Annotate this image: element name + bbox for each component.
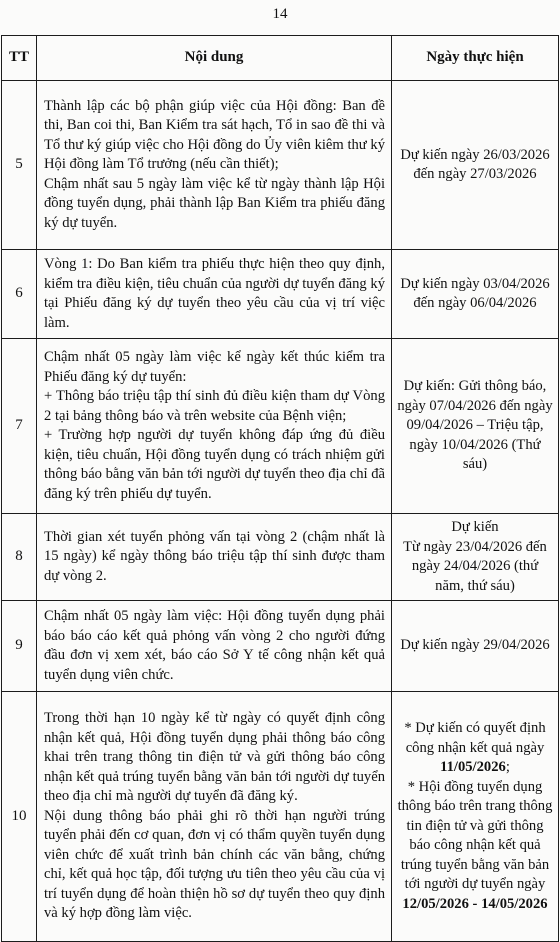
row-date (392, 250, 559, 339)
row-content (37, 250, 392, 339)
table-row (2, 81, 559, 250)
date-note-text: * Dự kiến có quyết định công nhận kết quả ngày (404, 720, 546, 756)
table-row (2, 250, 559, 339)
row-date (392, 339, 559, 514)
date-note-tail: ; (505, 759, 510, 775)
row-number: 7 (2, 339, 37, 514)
row-number: 6 (2, 250, 37, 339)
row-date (392, 81, 559, 250)
row-number: 5 (2, 81, 37, 250)
date-note-announcement (396, 778, 554, 915)
row-date (392, 514, 559, 601)
date-text: Dự kiến ngày 03/04/2026 đến ngày 06/04/2026 (400, 275, 550, 311)
row-content (37, 692, 392, 942)
row-content (37, 514, 392, 601)
page-number: 14 (272, 6, 288, 22)
row-content (37, 601, 392, 692)
row-date (392, 692, 559, 942)
header-content: Nội dung (37, 36, 392, 81)
row-content (37, 339, 392, 514)
content-paragraph: Thời gian xét tuyển phỏng vấn tại vòng 2 (chậm nhất là 15 ngày) kể ngày thông báo triệu tập thí sinh được tham dự vòng 2. (44, 528, 385, 584)
announcement-date: 12/05/2026 - 14/05/2026 (402, 895, 548, 912)
content-paragraph: Chậm nhất 05 ngày làm việc kể ngày kết thúc kiểm tra Phiếu đăng ký dự tuyển: (44, 349, 385, 385)
decision-date: 11/05/2026 (440, 759, 506, 775)
table-row (2, 601, 559, 692)
date-note-decision (396, 719, 554, 778)
row-content (37, 81, 392, 250)
content-paragraph: Chậm nhất sau 5 ngày làm việc kể từ ngày thành lập Hội đồng tuyển dụng, phải thành lập Ban Kiểm tra phiếu đăng ký dự tuyển. (44, 175, 385, 231)
row-number: 10 (2, 692, 37, 942)
header-date: Ngày thực hiện (392, 36, 559, 81)
table-header-row (2, 36, 559, 81)
table-row (2, 514, 559, 601)
date-note-text: * Hội đồng tuyển dụng thông báo trên trang thông tin điện tử và gửi thông báo công nhận kết quả trúng tuyển bằng văn bản tới người dự tuyển ngày (397, 778, 553, 892)
content-paragraph: + Trường hợp người dự tuyển không đáp ứng đủ điều kiện, tiêu chuẩn, Hội đồng tuyển dụng có trách nhiệm gửi thông báo bằng văn bản tới người dự tuyển theo địa chỉ đã đăng ký trên phiếu dự tuyển. (44, 427, 385, 502)
row-number: 9 (2, 601, 37, 692)
table-row (2, 339, 559, 514)
row-number: 8 (2, 514, 37, 601)
content-paragraph: Chậm nhất 05 ngày làm việc: Hội đồng tuyển dụng phải báo báo cáo kết quả phỏng vấn vòng 2 cho người đứng đầu đơn vị xem xét, báo cáo Sở Y tế công nhận kết quả tuyển dụng viên chức. (44, 608, 385, 683)
content-paragraph: Thành lập các bộ phận giúp việc của Hội đồng: Ban đề thi, Ban coi thi, Ban Kiểm tra sát hạch, Tổ in sao đề thi và Tổ thư ký giúp việc cho Hội đồng do Ủy viên kiêm thư ký Hội đồng làm Tổ trưởng (nếu cần thiết); (44, 97, 385, 173)
row-date (392, 601, 559, 692)
content-paragraph: Nội dung thông báo phải ghi rõ thời hạn người trúng tuyển phải đến cơ quan, đơn vị có thẩm quyền tuyển dụng viên chức để xuất trình bản chính các văn bằng, chứng chỉ, kết quả học tập, đối tượng ưu tiên theo yêu cầu của vị trí tuyển dụng để hoàn thiện hồ sơ dự tuyển theo quy định và ký hợp đồng làm việc. (44, 807, 385, 922)
content-paragraph: Trong thời hạn 10 ngày kể từ ngày có quyết định công nhận kết quả, Hội đồng tuyển dụng phải thông báo công khai trên trang thông tin điện tử và gửi thông báo công nhận kết quả trúng tuyển bằng văn bản tới người dự tuyển theo địa chỉ mà người dự tuyển đã đăng ký. (44, 710, 385, 805)
date-text: Dự kiến: Gửi thông báo, ngày 07/04/2026 đến ngày 09/04/2026 – Triệu tập, ngày 10/04/2026 (Thứ sáu) (397, 378, 553, 473)
content-paragraph: Vòng 1: Do Ban kiểm tra phiếu thực hiện theo quy định, kiểm tra điều kiện, tiêu chuẩn của người dự tuyển đăng ký tại Phiếu đăng ký dự tuyển theo yêu cầu của vị trí việc làm. (44, 256, 385, 331)
date-text: Dự kiến ngày 26/03/2026 đến ngày 27/03/2026 (400, 146, 550, 182)
date-text: Dự kiến ngày 29/04/2026 (400, 637, 550, 654)
schedule-table (1, 35, 559, 942)
date-text: Từ ngày 23/04/2026 đến ngày 24/04/2026 (thứ năm, thứ sáu) (403, 538, 547, 594)
table-row (2, 692, 559, 942)
date-text: Dự kiến (451, 519, 499, 535)
header-tt: TT (2, 36, 37, 81)
content-paragraph: + Thông báo triệu tập thí sinh đủ điều kiện tham dự Vòng 2 tại bảng thông báo và trên website của Bệnh viện; (44, 388, 385, 424)
